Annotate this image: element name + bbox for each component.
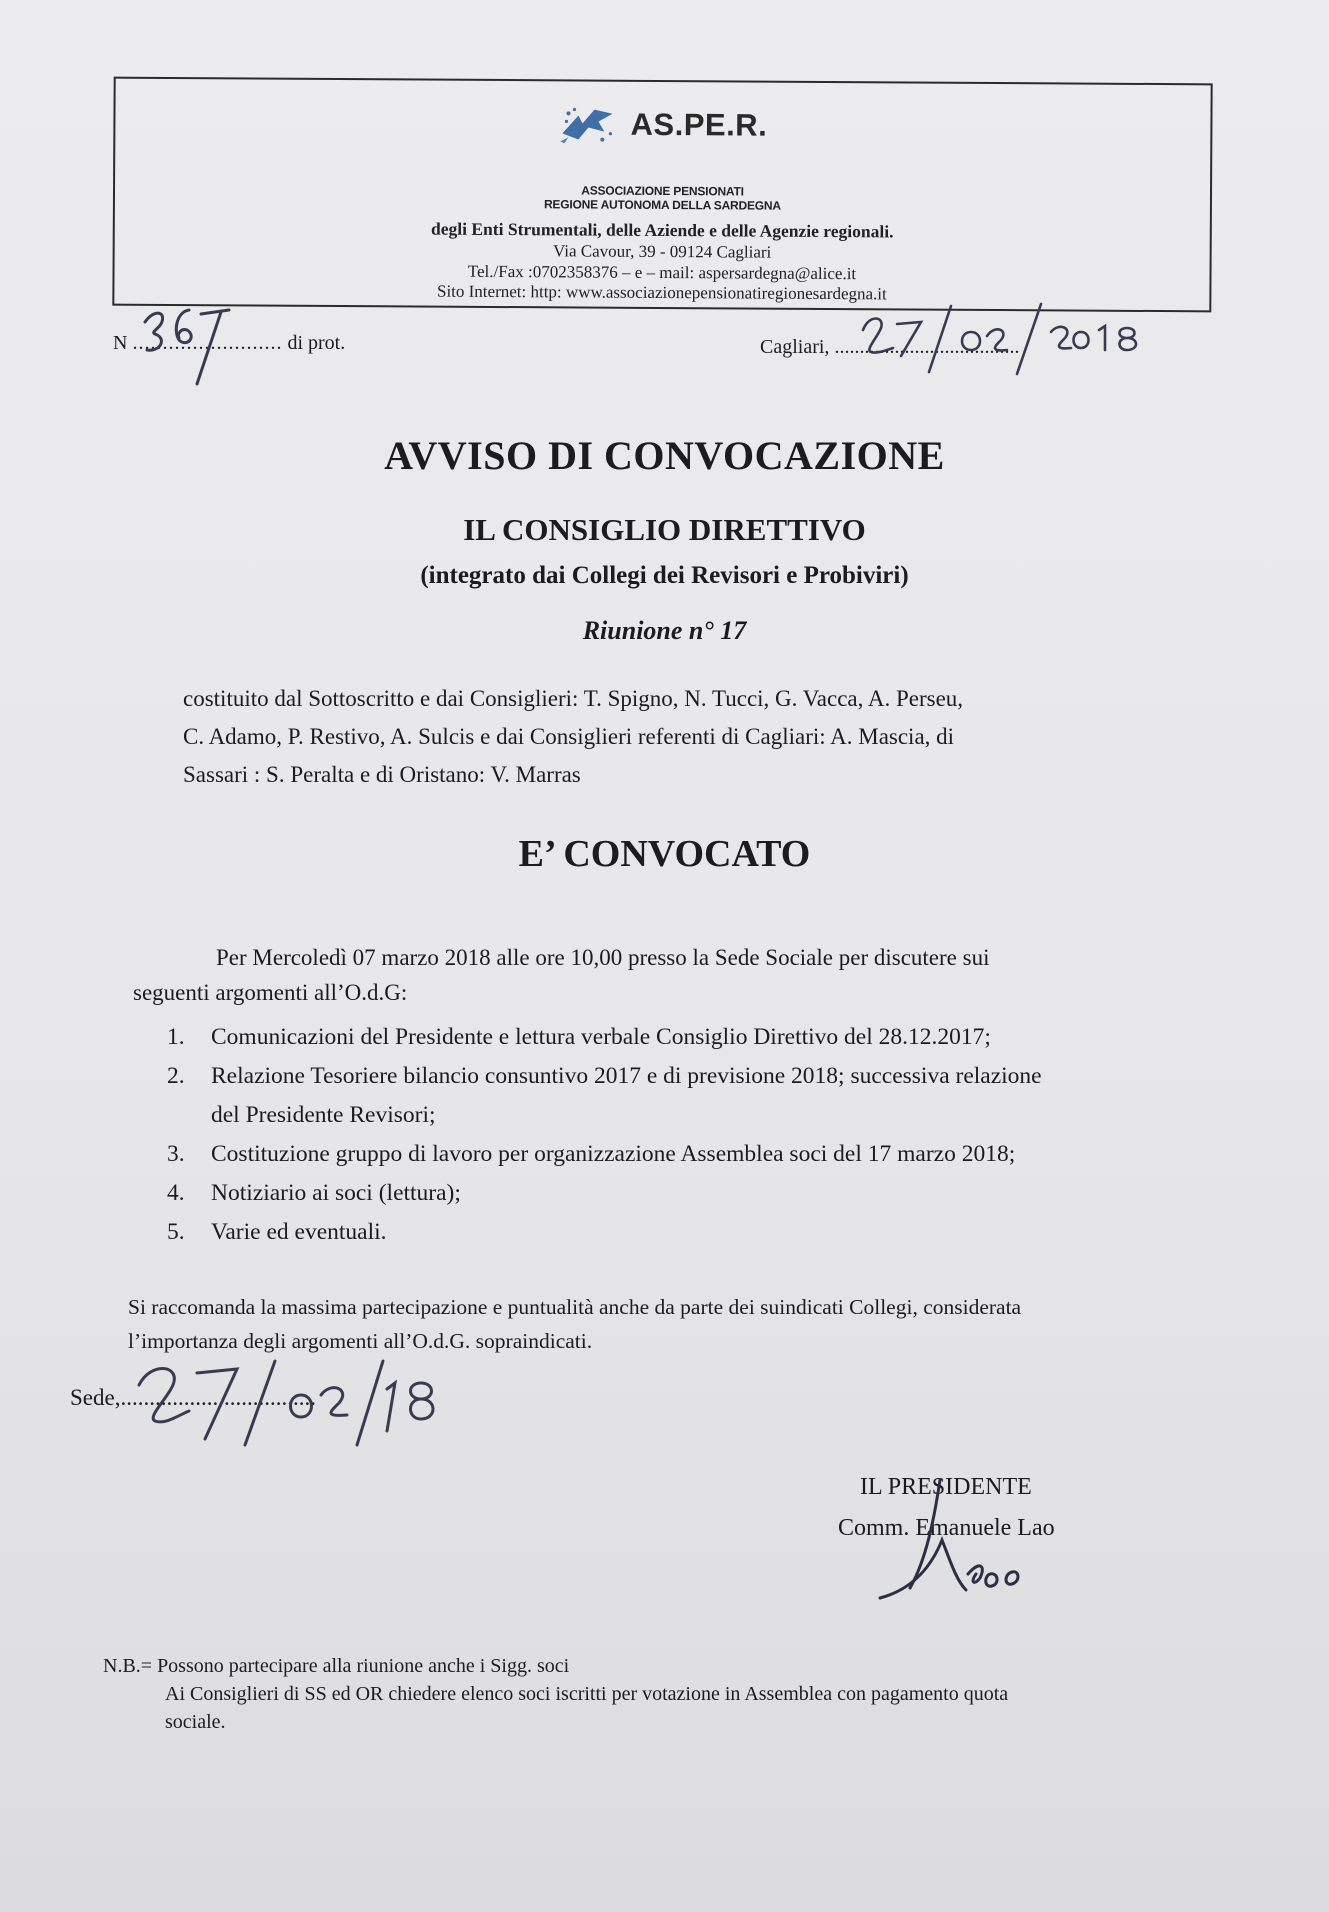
members-line: Sassari : S. Peralta e di Oristano: V. Marras [183,762,581,787]
handwritten-protocol-number [135,300,250,390]
council-title: IL CONSIGLIO DIRETTIVO [463,512,866,547]
members-paragraph [183,680,1163,794]
note-line: Ai Consiglieri di SS ed OR chiedere elenco soci iscritti per votazione in Assemblea con pagamento quota [165,1683,1009,1705]
president-name: Comm. Emanuele Lao [838,1515,1055,1541]
agenda-text: del Presidente Revisori; [211,1102,436,1128]
president-title: IL PRESIDENTE [860,1474,1032,1500]
members-line: costituito dal Sottoscritto e dai Consiglieri: T. Spigno, N. Tucci, G. Vacca, A. Perseu, [183,686,964,711]
note-line: N.B.= Possono partecipare alla riunione anche i Sigg. soci [103,1655,570,1677]
agenda-number: 1. [167,1024,185,1050]
association-name-line1: ASSOCIAZIONE PENSIONATI [581,183,744,199]
agenda-number: 4. [167,1180,185,1206]
agenda-number: 3. [167,1141,185,1167]
agenda-text: Costituzione gruppo di lavoro per organizzazione Assemblea soci del 17 marzo 2018; [211,1141,1016,1167]
association-enti-line: degli Enti Strumentali, delle Aziende e delle Agenzie regionali. [431,218,894,242]
agenda-number: 5. [167,1219,185,1245]
note-line: sociale. [165,1711,226,1733]
council-subtitle: (integrato dai Collegi dei Revisori e Probiviri) [420,562,909,589]
sede-line: Sede,.................................. [70,1385,316,1410]
logo [115,101,1210,150]
agenda-item [167,1057,1237,1135]
recommendation-line: Si raccomanda la massima partecipazione e puntualità anche da parte dei suindicati Collegi, considerata [128,1295,1022,1319]
date-line: Cagliari, ..................................... [760,336,1020,358]
agenda-item [167,1213,1237,1252]
asper-logo-icon [558,103,616,145]
handwritten-date [855,300,1155,380]
letterhead-box [112,77,1212,313]
agenda-item [167,1174,1237,1213]
members-line: C. Adamo, P. Restivo, A. Sulcis e dai Consiglieri referenti di Cagliari: A. Mascia, di [183,724,955,749]
protocol-suffix: di prot. [287,332,346,354]
page-title: AVVISO DI CONVOCAZIONE [384,433,945,478]
president-signature [870,1470,1040,1610]
protocol-prefix: N [113,332,128,354]
note-section [103,1652,1253,1736]
handwritten-sede-date [125,1355,445,1450]
agenda-text: Varie ed eventuali. [211,1219,387,1245]
website-line: Sito Internet: http: www.associazionepensionatiregionesardegna.it [436,281,887,304]
protocol-line: N ......................... di prot. [113,332,346,354]
agenda-text: Relazione Tesoriere bilancio consuntivo 2017 e di previsione 2018; successiva relazione [211,1063,1042,1089]
logo-text: AS.PE.R. [630,106,768,143]
association-name-line2: REGIONE AUTONOMA DELLA SARDEGNA [543,197,781,213]
recommendation-line: l’importanza degli argomenti all’O.d.G. sopraindicati. [128,1329,593,1353]
agenda-list [167,1018,1237,1252]
address-line: Via Cavour, 39 - 09124 Cagliari [552,241,772,262]
intro-line: Per Mercoledì 07 marzo 2018 alle ore 10,00 presso la Sede Sociale per discutere sui [216,945,990,970]
agenda-text: Notiziario ai soci (lettura); [211,1180,461,1206]
convocato-heading: E’ CONVOCATO [518,833,811,875]
city-label: Cagliari, [760,336,830,358]
agenda-item [167,1135,1237,1174]
agenda-text: Comunicazioni del Presidente e lettura verbale Consiglio Direttivo del 28.12.2017; [211,1024,991,1050]
intro-paragraph [133,940,1223,1010]
recommendation-paragraph [128,1290,1228,1358]
intro-line: seguenti argomenti all’O.d.G: [133,980,408,1005]
contact-line: Tel./Fax :0702358376 – e – mail: aspersardegna@alice.it [467,261,857,284]
sede-label: Sede [70,1385,115,1410]
agenda-item [167,1018,1237,1057]
meeting-number: Riunione n° 17 [582,616,747,645]
agenda-number: 2. [167,1063,185,1089]
